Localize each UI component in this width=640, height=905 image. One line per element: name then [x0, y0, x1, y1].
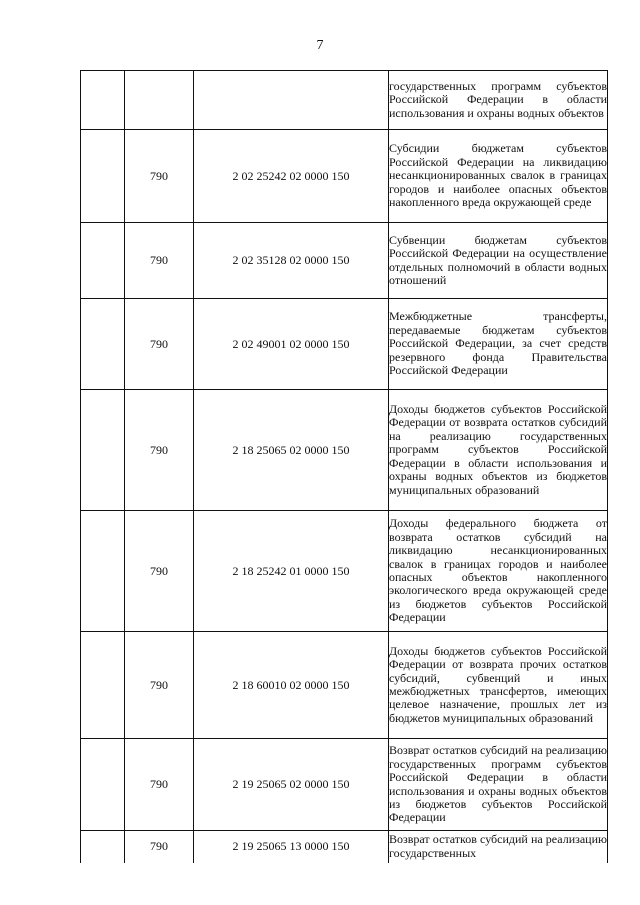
admin-code-cell: 790 — [125, 831, 194, 863]
table-row — [81, 831, 608, 863]
table-row — [81, 223, 608, 299]
description-cell: Межбюджетные трансферты, передаваемые бюджетам субъектов Российской Федерации, за счет средств резервного фонда Правительства Российской Федерации — [389, 299, 608, 390]
row-number-cell — [81, 632, 125, 739]
budget-codes-table — [80, 70, 608, 863]
description-cell: Субсидии бюджетам субъектов Российской Федерации на ликвидацию несанкционированных свалок в границах городов и наиболее опасных объектов накопленного вреда окружающей среде — [389, 130, 608, 223]
row-number-cell — [81, 739, 125, 831]
table-row — [81, 390, 608, 511]
budget-code-cell: 2 18 25242 01 0000 150 — [194, 511, 389, 632]
table-row — [81, 130, 608, 223]
budget-code-cell: 2 18 60010 02 0000 150 — [194, 632, 389, 739]
admin-code-cell: 790 — [125, 299, 194, 390]
table-row — [81, 511, 608, 632]
budget-code-cell: 2 02 35128 02 0000 150 — [194, 223, 389, 299]
budget-code-cell: 2 02 25242 02 0000 150 — [194, 130, 389, 223]
description-cell: Субвенции бюджетам субъектов Российской Федерации на осуществление отдельных полномочий в области водных отношений — [389, 223, 608, 299]
admin-code-cell: 790 — [125, 130, 194, 223]
row-number-cell — [81, 390, 125, 511]
admin-code-cell: 790 — [125, 511, 194, 632]
budget-code-cell: 2 18 25065 02 0000 150 — [194, 390, 389, 511]
table-row — [81, 299, 608, 390]
budget-code-cell: 2 19 25065 02 0000 150 — [194, 739, 389, 831]
row-number-cell — [81, 130, 125, 223]
row-number-cell — [81, 71, 125, 130]
row-number-cell — [81, 831, 125, 863]
admin-code-cell: 790 — [125, 390, 194, 511]
admin-code-cell: 790 — [125, 223, 194, 299]
description-cell: Доходы бюджетов субъектов Российской Федерации от возврата прочих остатков субсидий, субвенций и иных межбюджетных трансфертов, имеющих целевое назначение, прошлых лет из бюджетов муниципальных образований — [389, 632, 608, 739]
row-number-cell — [81, 223, 125, 299]
row-number-cell — [81, 511, 125, 632]
description-cell: Возврат остатков субсидий на реализацию государственных программ субъектов Российской Федерации в области использования и охраны водных объектов из бюджетов субъектов Российской Федерации — [389, 739, 608, 831]
table-row — [81, 632, 608, 739]
description-cell: Возврат остатков субсидий на реализацию государственных — [389, 831, 608, 863]
table-row — [81, 71, 608, 130]
row-number-cell — [81, 299, 125, 390]
table-row — [81, 739, 608, 831]
budget-code-cell: 2 19 25065 13 0000 150 — [194, 831, 389, 863]
description-cell: Доходы бюджетов субъектов Российской Федерации от возврата остатков субсидий на реализацию государственных программ субъектов Российской Федерации в области использования и охраны водных объектов из бюджетов муниципальных образований — [389, 390, 608, 511]
admin-code-cell — [125, 71, 194, 130]
description-cell: государственных программ субъектов Российской Федерации в области использования и охраны водных объектов — [389, 71, 608, 130]
admin-code-cell: 790 — [125, 739, 194, 831]
budget-code-cell — [194, 71, 389, 130]
admin-code-cell: 790 — [125, 632, 194, 739]
description-cell: Доходы федерального бюджета от возврата остатков субсидий на ликвидацию несанкционированных свалок в границах городов и наиболее опасных объектов накопленного экологического вреда окружающей среде из бюджетов субъектов Российской Федерации — [389, 511, 608, 632]
budget-code-cell: 2 02 49001 02 0000 150 — [194, 299, 389, 390]
page-number: 7 — [316, 38, 324, 53]
